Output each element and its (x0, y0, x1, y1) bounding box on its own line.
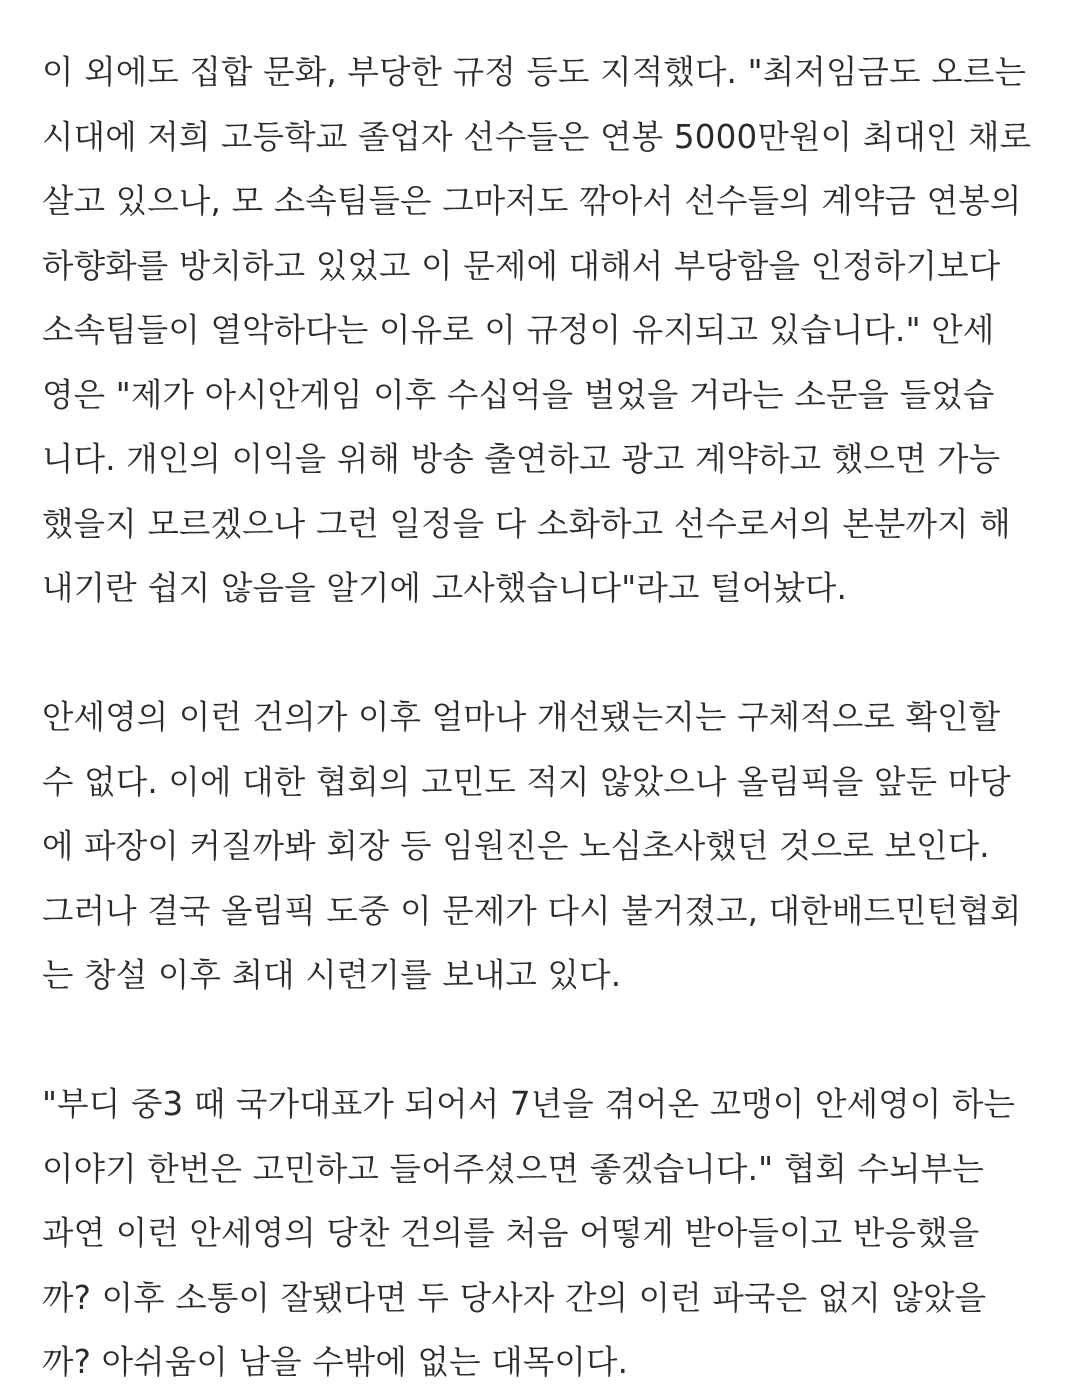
text-line: 그러나 결국 올림픽 도중 이 문제가 다시 불거졌고, 대한배드민턴협회 (42, 891, 1022, 930)
text-line: 에 파장이 커질까봐 회장 등 임원진은 노심초사했던 것으로 보인다. (42, 827, 990, 865)
text-line: 니다. 개인의 이익을 위해 방송 출연하고 광고 계약하고 했으면 가능 (42, 440, 1001, 478)
text-line: 는 창설 이후 최대 시련기를 보내고 있다. (42, 956, 622, 994)
text-line: 영은 "제가 아시안게임 이후 수십억을 벌었을 거라는 소문을 들었습 (42, 375, 995, 414)
text-line: 내기란 쉽지 않음을 알기에 고사했습니다"라고 털어놨다. (42, 569, 848, 607)
paragraph-3 (42, 1072, 1052, 1395)
text-line: 안세영의 이런 건의가 이후 얼마나 개선됐는지는 구체적으로 확인할 (42, 698, 1001, 736)
text-line: 이야기 한번은 고민하고 들어주셨으면 좋겠습니다." 협회 수뇌부는 (42, 1149, 984, 1188)
text-line: 소속팀들이 열악하다는 이유로 이 규정이 유지되고 있습니다." 안세 (42, 311, 995, 349)
text-line: 하향화를 방치하고 있었고 이 문제에 대해서 부당함을 인정하기보다 (42, 246, 1001, 285)
text-line: 이 외에도 집합 문화, 부당한 규정 등도 지적했다. "최저임금도 오르는 (42, 53, 1027, 91)
paragraph-2 (42, 685, 1052, 1008)
text-line: 살고 있으나, 모 소속팀들은 그마저도 깎아서 선수들의 계약금 연봉의 (42, 182, 1022, 220)
paragraph-1 (42, 40, 1052, 621)
text-line: 시대에 저희 고등학교 졸업자 선수들은 연봉 5000만원이 최대인 채로 (42, 117, 1032, 156)
article-body (42, 40, 1052, 1395)
text-line: 까? 이후 소통이 잘됐다면 두 당사자 간의 이런 파국은 없지 않았을 (42, 1278, 987, 1317)
paragraph-gap (42, 1008, 1052, 1073)
text-line: 까? 아쉬움이 남을 수밖에 없는 대목이다. (42, 1343, 629, 1381)
text-line: 과연 이런 안세영의 당찬 건의를 처음 어떻게 받아들이고 반응했을 (42, 1214, 980, 1252)
paragraph-gap (42, 621, 1052, 686)
text-line: 했을지 모르겠으나 그런 일정을 다 소화하고 선수로서의 본분까지 해 (42, 504, 1011, 543)
text-line: "부디 중3 때 국가대표가 되어서 7년을 겪어온 꼬맹이 안세영이 하는 (42, 1085, 1016, 1123)
text-line: 수 없다. 이에 대한 협회의 고민도 적지 않았으나 올림픽을 앞둔 마당 (42, 762, 1011, 801)
